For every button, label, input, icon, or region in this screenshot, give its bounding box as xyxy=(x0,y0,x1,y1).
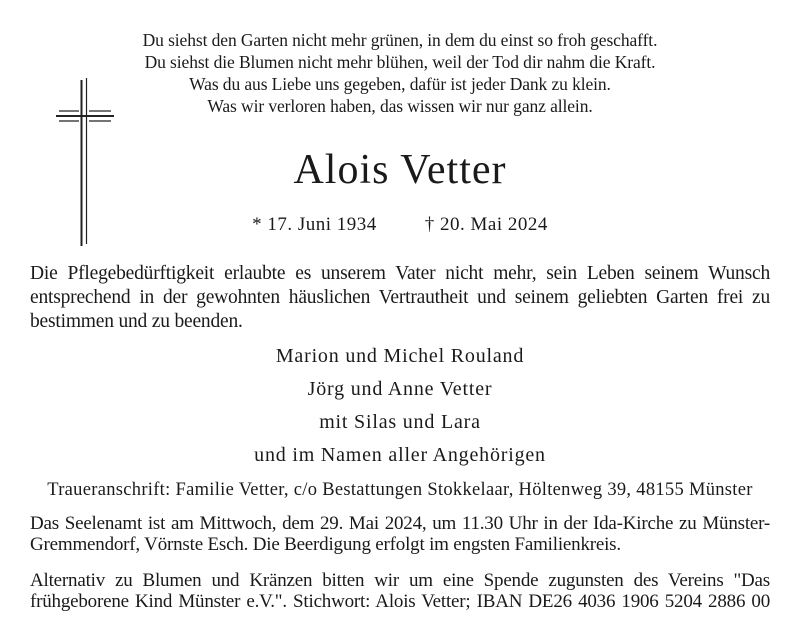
announcement-line: bestimmen und zu beenden. xyxy=(30,311,243,332)
mourning-address: Traueranschrift: Familie Vetter, c/o Bestattungen Stokkelaar, Höltenweg 39, 48155 Münster xyxy=(47,480,753,500)
donation-info-paragraph xyxy=(30,570,770,612)
announcement-line: entsprechend in der gewohnten häuslichen Vertrautheit und seinem geliebten Garten frei zu xyxy=(30,287,770,308)
poem-line: Was du aus Liebe uns gegeben, dafür ist jeder Dank zu klein. xyxy=(189,74,611,94)
donation-line: frühgeborene Kind Münster e.V.". Stichwort: Alois Vetter; IBAN DE26 4036 1906 5204 2886 00 xyxy=(30,591,770,612)
poem-line: Was wir verloren haben, das wissen wir nur ganz allein. xyxy=(207,96,593,116)
service-line: Das Seelenamt ist am Mittwoch, dem 29. Mai 2024, um 11.30 Uhr in der Ida-Kirche zu Münster- xyxy=(30,513,770,534)
service-line: Gremmendorf, Vörnste Esch. Die Beerdigung erfolgt im engsten Familienkreis. xyxy=(30,534,621,555)
donation-line: Alternativ zu Blumen und Kränzen bitten wir um eine Spende zugunsten des Vereins "Das xyxy=(30,570,770,591)
mourner-line: Jörg und Anne Vetter xyxy=(307,378,493,400)
mourner-line: und im Namen aller Angehörigen xyxy=(254,444,546,466)
cross-icon xyxy=(56,78,114,253)
death-date: † 20. Mai 2024 xyxy=(424,214,548,235)
life-dates xyxy=(0,213,800,237)
mourners-list xyxy=(0,340,800,472)
mourner-line: mit Silas und Lara xyxy=(319,411,481,433)
poem-line: Du siehst die Blumen nicht mehr blühen, weil der Tod dir nahm die Kraft. xyxy=(144,52,656,72)
announcement-line: Die Pflegebedürftigkeit erlaubte es unserem Vater nicht mehr, sein Leben seinem Wunsch xyxy=(30,263,770,284)
announcement-paragraph xyxy=(30,262,770,334)
poem-line: Du siehst den Garten nicht mehr grünen, in dem du einst so froh geschafft. xyxy=(142,30,658,50)
service-info-paragraph xyxy=(30,513,770,555)
birth-date: * 17. Juni 1934 xyxy=(252,214,377,235)
deceased-name: Alois Vetter xyxy=(293,147,507,193)
mourner-line: Marion und Michel Rouland xyxy=(275,345,525,367)
memorial-poem xyxy=(0,29,800,117)
